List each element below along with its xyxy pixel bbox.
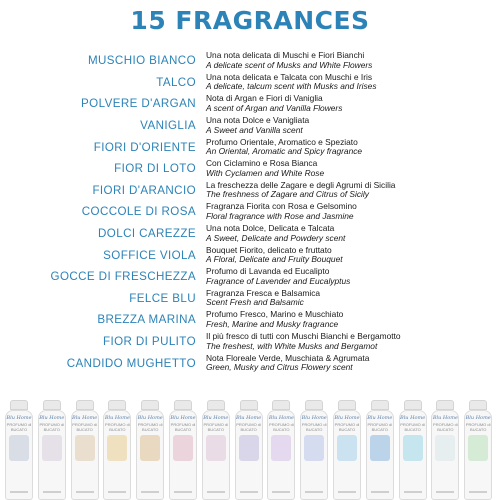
bottle-label-art <box>370 435 390 461</box>
description-english: Fragrance of Lavender and Eucalyptus <box>206 275 351 286</box>
bottle-label-art <box>140 435 160 461</box>
description-english: Green, Musky and Citrus Flowery scent <box>206 362 353 373</box>
bottle-label-art <box>304 435 324 461</box>
bottle-product-label: PROFUMO di BUCATO <box>6 422 32 432</box>
bottle-body <box>267 410 295 500</box>
bottle-product-label: PROFUMO di BUCATO <box>39 422 65 432</box>
description-italian: Fragranza Fresca e Balsamica <box>206 287 321 298</box>
bottle-body <box>366 410 394 500</box>
fragrance-row <box>0 50 500 72</box>
fragrance-name: FIOR DI PULITO <box>103 335 196 349</box>
fragrance-description <box>206 51 500 70</box>
bottle-body <box>333 410 361 500</box>
description-english: The freshest, with White Musks and Bergamot <box>206 340 378 351</box>
bottle-lineup <box>0 392 500 500</box>
bottle-label-art <box>9 435 29 461</box>
product-bottle <box>463 400 493 500</box>
bottle-brand-logo: Blu Home <box>432 415 458 421</box>
bottle-body <box>136 410 164 500</box>
description-italian: Una nota delicata e Talcata con Muschi e Iris <box>206 71 373 82</box>
bottle-product-label: PROFUMO di BUCATO <box>170 422 196 432</box>
bottle-label-art <box>206 435 226 461</box>
bottle-footer-line <box>371 491 389 493</box>
fragrance-row <box>0 93 500 115</box>
fragrance-row <box>0 309 500 331</box>
bottle-brand-logo: Blu Home <box>236 415 262 421</box>
fragrance-description <box>206 267 500 286</box>
product-bottle <box>37 400 67 500</box>
bottle-product-label: PROFUMO di BUCATO <box>236 422 261 432</box>
bottle-product-label: PROFUMO di BUCATO <box>269 422 294 432</box>
fragrance-row <box>0 180 500 202</box>
bottle-label-art <box>337 435 357 461</box>
description-italian: La freschezza delle Zagare e degli Agrumi di Sicilia <box>206 179 396 190</box>
bottle-brand-logo: Blu Home <box>268 415 294 421</box>
description-italian: Profumo di Lavanda ed Eucalipto <box>206 266 330 277</box>
product-bottle <box>201 400 231 500</box>
bottle-product-label: PROFUMO di BUCATO <box>367 422 393 432</box>
bottle-footer-line <box>436 491 454 493</box>
bottle-product-label: PROFUMO di BUCATO <box>203 422 229 432</box>
fragrance-list <box>0 50 500 374</box>
bottle-footer-line <box>76 491 94 493</box>
bottle-cap <box>404 400 422 410</box>
bottle-brand-logo: Blu Home <box>104 415 130 421</box>
fragrance-row <box>0 201 500 223</box>
bottle-footer-line <box>10 491 28 493</box>
bottle-brand-logo: Blu Home <box>465 415 491 421</box>
fragrance-description <box>206 94 500 113</box>
bottle-brand-logo: Blu Home <box>6 415 32 421</box>
description-english: An Oriental, Aromatic and Spicy fragrance <box>206 146 363 157</box>
product-bottle <box>4 400 34 500</box>
fragrance-description <box>206 138 500 157</box>
bottle-brand-logo: Blu Home <box>72 415 98 421</box>
bottle-label-art <box>107 435 127 461</box>
product-bottle <box>332 400 362 500</box>
bottle-cap <box>469 400 487 410</box>
bottle-label-art <box>435 435 455 461</box>
bottle-body <box>103 410 131 500</box>
bottle-brand-logo: Blu Home <box>170 415 196 421</box>
fragrance-name: FIORI D'ORIENTE <box>93 140 196 154</box>
bottle-body <box>235 410 263 500</box>
product-bottle <box>430 400 460 500</box>
description-italian: Profumo Fresco, Marino e Muschiato <box>206 309 344 320</box>
fragrance-description <box>206 73 500 92</box>
fragrance-name: POLVERE D'ARGAN <box>81 97 196 111</box>
bottle-cap <box>108 400 126 410</box>
fragrance-name: FIOR DI LOTO <box>114 162 196 176</box>
fragrance-description <box>206 354 500 373</box>
bottle-brand-logo: Blu Home <box>137 415 163 421</box>
bottle-body <box>431 410 459 500</box>
fragrance-row <box>0 115 500 137</box>
fragrance-description <box>206 181 500 200</box>
fragrance-row <box>0 352 500 374</box>
bottle-label-art <box>42 435 62 461</box>
description-english: Fresh, Marine and Musky fragrance <box>206 318 339 329</box>
fragrance-description <box>206 310 500 329</box>
description-italian: Una nota Dolce e Vanigliata <box>206 114 310 125</box>
description-italian: Una nota Dolce, Delicata e Talcata <box>206 222 335 233</box>
bottle-body <box>169 410 197 500</box>
bottle-footer-line <box>207 491 225 493</box>
description-english: Floral fragrance with Rose and Jasmine <box>206 210 354 221</box>
description-english: Scent Fresh and Balsamic <box>206 297 304 308</box>
bottle-body <box>300 410 328 500</box>
fragrance-name: FELCE BLU <box>129 291 196 305</box>
bottle-label-art <box>468 435 488 461</box>
bottle-label-art <box>403 435 423 461</box>
bottle-product-label: PROFUMO di BUCATO <box>334 422 360 432</box>
product-bottle <box>234 400 264 500</box>
fragrance-name: BREZZA MARINA <box>97 313 196 327</box>
bottle-footer-line <box>174 491 192 493</box>
bottle-cap <box>141 400 159 410</box>
bottle-cap <box>174 400 192 410</box>
bottle-product-label: PROFUMO di BUCATO <box>400 422 425 432</box>
description-italian: Nota Floreale Verde, Muschiata & Agrumata <box>206 352 370 363</box>
product-bottle <box>266 400 296 500</box>
description-english: A delicate, talcum scent with Musks and Irises <box>206 81 377 92</box>
bottle-product-label: PROFUMO di BUCATO <box>105 422 130 432</box>
fragrance-row <box>0 223 500 245</box>
description-english: A Floral, Delicate and Fruity Bouquet <box>206 254 343 265</box>
bottle-product-label: PROFUMO di BUCATO <box>137 422 163 432</box>
product-bottle <box>299 400 329 500</box>
fragrance-row <box>0 158 500 180</box>
fragrance-row <box>0 266 500 288</box>
fragrance-row <box>0 288 500 310</box>
product-bottle <box>168 400 198 500</box>
bottle-brand-logo: Blu Home <box>400 415 426 421</box>
bottle-footer-line <box>338 491 356 493</box>
bottle-product-label: PROFUMO di BUCATO <box>433 422 458 432</box>
bottle-brand-logo: Blu Home <box>203 415 229 421</box>
bottle-product-label: PROFUMO di BUCATO <box>72 422 97 432</box>
description-italian: Bouquet Fiorito, delicato e fruttato <box>206 244 332 255</box>
description-italian: Una nota delicata di Muschi e Fiori Bianchi <box>206 50 365 61</box>
description-english: A Sweet and Vanilla scent <box>206 124 303 135</box>
bottle-brand-logo: Blu Home <box>367 415 393 421</box>
bottle-cap <box>338 400 356 410</box>
description-italian: Profumo Orientale, Aromatico e Speziato <box>206 136 358 147</box>
fragrance-name: TALCO <box>156 75 196 89</box>
fragrance-name: GOCCE DI FRESCHEZZA <box>50 270 196 284</box>
bottle-body <box>38 410 66 500</box>
bottle-body <box>464 410 492 500</box>
bottle-cap <box>305 400 323 410</box>
bottle-footer-line <box>108 491 126 493</box>
fragrance-name: VANIGLIA <box>140 119 196 133</box>
bottle-cap <box>10 400 28 410</box>
product-bottle <box>365 400 395 500</box>
description-english: A Sweet, Delicate and Powdery scent <box>206 232 346 243</box>
bottle-label-art <box>75 435 95 461</box>
fragrance-name: FIORI D'ARANCIO <box>92 183 196 197</box>
description-italian: Con Ciclamino e Rosa Bianca <box>206 158 318 169</box>
fragrance-description <box>206 159 500 178</box>
bottle-footer-line <box>469 491 487 493</box>
description-english: The freshness of Zagare and Citrus of Sicily <box>206 189 369 200</box>
bottle-footer-line <box>240 491 258 493</box>
fragrance-row <box>0 331 500 353</box>
bottle-brand-logo: Blu Home <box>301 415 327 421</box>
bottle-footer-line <box>43 491 61 493</box>
fragrance-name: MUSCHIO BIANCO <box>87 54 196 68</box>
bottle-body <box>71 410 99 500</box>
fragrance-description <box>206 224 500 243</box>
fragrance-description <box>206 202 500 221</box>
page-title: 15 FRAGRANCES <box>130 6 370 35</box>
bottle-cap <box>371 400 389 410</box>
bottle-product-label: PROFUMO di BUCATO <box>465 422 491 432</box>
bottle-cap <box>240 400 258 410</box>
bottle-cap <box>76 400 94 410</box>
product-bottle <box>135 400 165 500</box>
bottle-product-label: PROFUMO di BUCATO <box>301 422 327 432</box>
bottle-footer-line <box>404 491 422 493</box>
product-bottle <box>70 400 100 500</box>
fragrance-description <box>206 246 500 265</box>
product-bottle <box>102 400 132 500</box>
bottle-cap <box>272 400 290 410</box>
bottle-body <box>5 410 33 500</box>
description-english: With Cyclamen and White Rose <box>206 167 325 178</box>
fragrance-row <box>0 72 500 94</box>
bottle-label-art <box>271 435 291 461</box>
bottle-cap <box>43 400 61 410</box>
bottle-footer-line <box>141 491 159 493</box>
fragrance-name: DOLCI CAREZZE <box>98 227 196 241</box>
fragrance-description <box>206 289 500 308</box>
description-italian: Il più fresco di tutti con Muschi Bianchi e Bergamotto <box>206 330 401 341</box>
bottle-brand-logo: Blu Home <box>334 415 360 421</box>
bottle-cap <box>436 400 454 410</box>
description-italian: Fragranza Fiorita con Rosa e Gelsomino <box>206 201 357 212</box>
bottle-label-art <box>173 435 193 461</box>
bottle-cap <box>207 400 225 410</box>
bottle-footer-line <box>272 491 290 493</box>
description-italian: Nota di Argan e Fiori di Vaniglia <box>206 93 323 104</box>
bottle-footer-line <box>305 491 323 493</box>
fragrance-row <box>0 136 500 158</box>
fragrance-name: SOFFICE VIOLA <box>103 248 196 262</box>
bottle-label-art <box>239 435 259 461</box>
product-bottle <box>398 400 428 500</box>
fragrance-row <box>0 244 500 266</box>
description-english: A delicate scent of Musks and White Flowers <box>206 59 373 70</box>
fragrance-name: CANDIDO MUGHETTO <box>66 356 196 370</box>
bottle-brand-logo: Blu Home <box>39 415 65 421</box>
bottle-body <box>399 410 427 500</box>
description-english: A scent of Argan and Vanilla Flowers <box>206 102 343 113</box>
fragrance-name: COCCOLE DI ROSA <box>81 205 196 219</box>
fragrance-description <box>206 332 500 351</box>
bottle-body <box>202 410 230 500</box>
fragrance-description <box>206 116 500 135</box>
